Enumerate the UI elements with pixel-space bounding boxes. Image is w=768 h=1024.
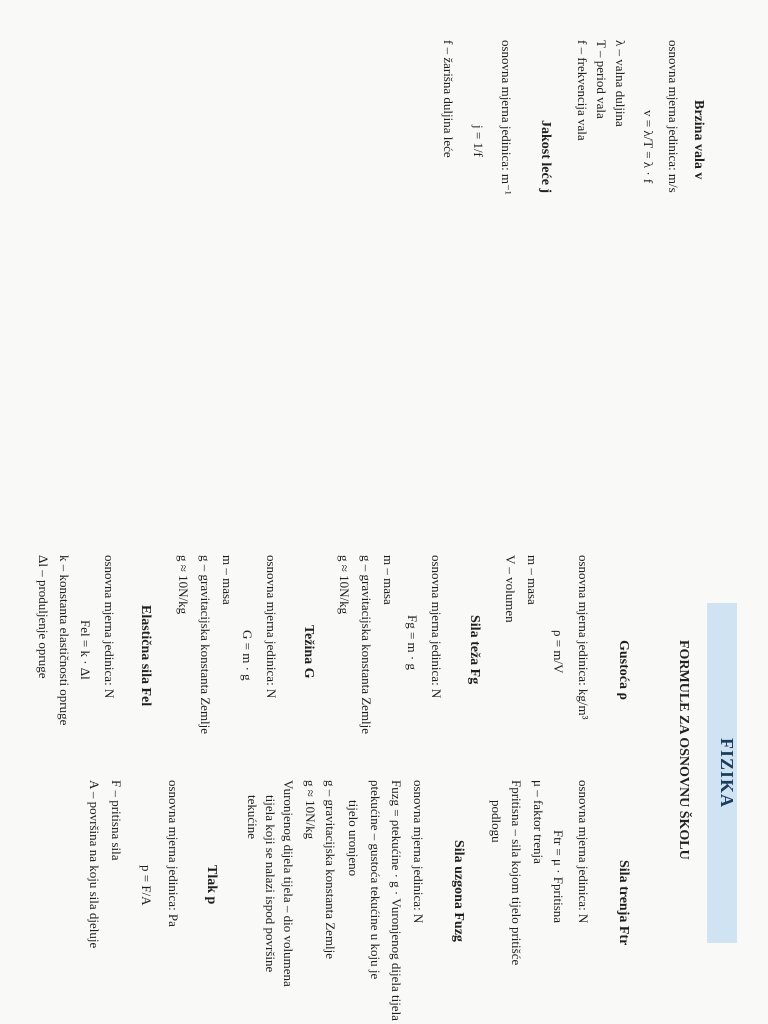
section-silateza-title: Sila teža Fg: [467, 615, 482, 685]
section-brzina-unit: osnovna mjerna jedinica: m/s: [666, 40, 681, 193]
section-tlak-title-wrap: [203, 865, 220, 904]
section-gustoca-title: Gustoća ρ: [616, 640, 631, 700]
section-tlak-formula: p = F/A: [139, 865, 154, 906]
section-uzgon-unit: osnovna mjerna jedinica: N: [411, 780, 426, 924]
section-tezina-title-wrap: [300, 625, 317, 679]
section-uzgon-def-1: tijelo uronjeno: [346, 800, 361, 877]
section-brzina-def-0: λ – valna duljina: [613, 40, 628, 127]
section-gustoca-unit: osnovna mjerna jedinica: kg/m³: [576, 555, 591, 720]
section-tlak-unit: osnovna mjerna jedinica: Pa: [166, 780, 181, 927]
section-elasticna-formula: Fel = k · Δl: [78, 620, 93, 680]
section-uzgon-def-2: g – gravitacijska konstanta Zemlje: [323, 780, 338, 960]
section-trenje-formula: Ftr = μ · Fpritisna: [551, 830, 566, 924]
section-brzina-formula: v = λ/T = λ · f: [641, 110, 656, 184]
section-tlak-def-0: F – pritisna sila: [109, 780, 124, 861]
section-elasticna-def-0: k – konstanta elastičnosti opruge: [57, 555, 72, 726]
section-uzgon-def-4: Vuronjenog dijela tijela – dio volumena: [281, 780, 296, 987]
section-uzgon-def-0: ρtekućine – gustoća tekućine u koju je: [368, 780, 383, 980]
section-gustoca-formula: ρ = m/V: [551, 630, 566, 674]
section-uzgon-def-5: tijela koji se nalazi ispod površine: [263, 795, 278, 973]
section-brzina-def-2: f – frekvencija vala: [575, 40, 590, 141]
section-jakost-formula: j = 1/f: [471, 125, 486, 157]
section-tezina-title: Težina G: [301, 625, 316, 679]
section-elasticna-def-1: Δl – produljenje opruge: [36, 555, 51, 679]
section-uzgon-title: Sila uzgona Fuzg: [451, 840, 466, 942]
section-tezina-def-2: g ≈ 10N/kg: [176, 555, 191, 615]
section-uzgon-formula: Fuzg = ρtekućine · g · Vuronjenog dijela tijela: [389, 780, 404, 1021]
section-jakost-def-0: f – žarišna duljina leće: [441, 40, 456, 158]
section-tlak-title: Tlak p: [204, 865, 219, 905]
section-tezina-def-0: m – masa: [220, 555, 235, 605]
section-trenje-def-0: μ – faktor trenja: [531, 780, 546, 864]
section-silateza-def-2: g ≈ 10N/kg: [337, 555, 352, 615]
section-jakost-unit: osnovna mjerna jedinica: m⁻¹: [499, 40, 514, 195]
section-jakost-title: Jakost leće j: [538, 120, 553, 194]
section-brzina-def-1: T – period vala: [594, 40, 609, 119]
section-brzina-title-wrap: [690, 100, 707, 179]
section-trenje-def-2: podlogu: [489, 800, 504, 843]
section-silateza-unit: osnovna mjerna jedinica: N: [429, 555, 444, 699]
section-silateza-formula: Fg = m · g: [405, 615, 420, 671]
section-trenje-def-1: Fpritisna – sila kojom tijelo pritišće: [509, 780, 524, 966]
section-trenje-title-wrap: [615, 860, 632, 945]
section-trenje-title: Sila trenja Ftr: [616, 860, 631, 946]
section-silateza-def-0: m – masa: [381, 555, 396, 605]
section-uzgon-def-3: g ≈ 10N/kg: [303, 780, 318, 840]
section-tezina-def-1: g – gravitacijska konstanta Zemlje: [198, 555, 213, 735]
section-gustoca-def-1: V – volumen: [503, 555, 518, 623]
section-silateza-def-1: g – gravitacijska konstanta Zemlje: [359, 555, 374, 735]
section-tezina-unit: osnovna mjerna jedinica: N: [264, 555, 279, 699]
header-subtitle: FORMULE ZA OSNOVNU ŠKOLU: [676, 640, 691, 860]
section-tlak-def-1: A – površina na koju sila djeluje: [87, 780, 102, 949]
header-banner: FIZIKA: [707, 603, 737, 943]
section-silateza-title-wrap: [466, 615, 483, 684]
section-elasticna-title-wrap: [137, 605, 154, 706]
section-gustoca-title-wrap: [615, 640, 632, 700]
section-gustoca-def-0: m – masa: [525, 555, 540, 605]
section-tezina-formula: G = m · g: [240, 630, 255, 681]
section-uzgon-def-6: tekućine: [245, 795, 260, 840]
section-elasticna-title: Elastična sila Fel: [138, 605, 153, 707]
section-elasticna-unit: osnovna mjerna jedinica: N: [102, 555, 117, 699]
section-trenje-unit: osnovna mjerna jedinica: N: [576, 780, 591, 924]
section-uzgon-title-wrap: [450, 840, 467, 942]
section-jakost-title-wrap: [537, 120, 554, 193]
section-brzina-title: Brzina vala v: [691, 100, 706, 180]
